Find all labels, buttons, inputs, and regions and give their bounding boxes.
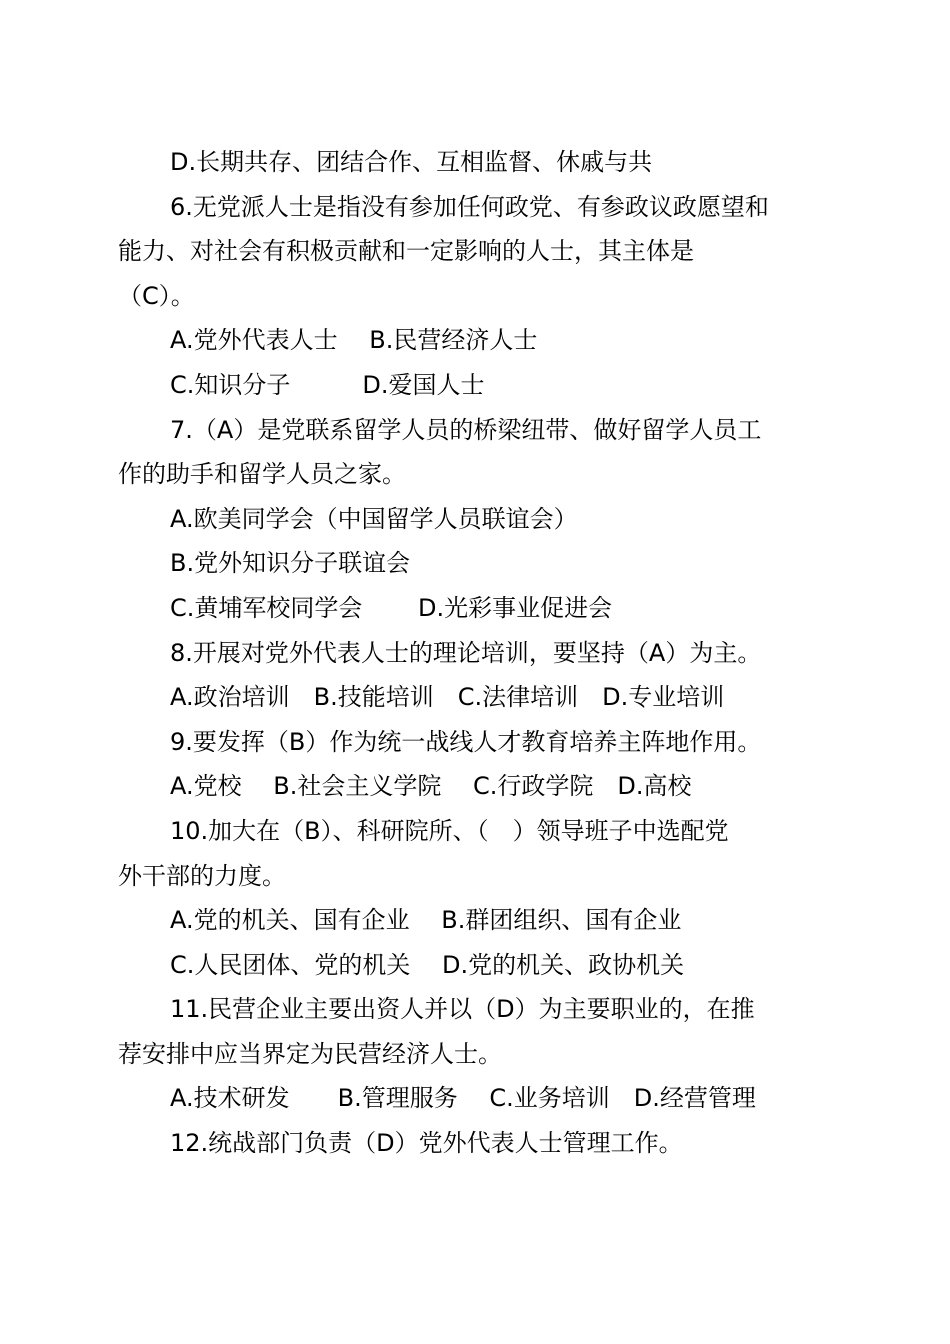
- options-q8: A.政治培训 B.技能培训 C.法律培训 D.专业培训: [170, 683, 725, 712]
- options-q6-ab: A.党外代表人士 B.民营经济人士: [170, 326, 538, 355]
- document-page: [118, 140, 830, 1166]
- options-q11: A.技术研发 B.管理服务 C.业务培训 D.经营管理: [170, 1084, 756, 1113]
- options-q6-cd: C.知识分子 D.爱国人士: [170, 370, 485, 399]
- question-6-line-2: 能力、对社会有积极贡献和一定影响的人士，其主体是: [118, 237, 694, 266]
- question-7-line-1: 7.（A）是党联系留学人员的桥梁纽带、做好留学人员工: [170, 415, 762, 444]
- question-11-line-1: 11.民营企业主要出资人并以（D）为主要职业的，在推: [170, 995, 755, 1024]
- option-q7-b: B.党外知识分子联谊会: [170, 549, 411, 578]
- options-q10-ab: A.党的机关、国有企业 B.群团组织、国有企业: [170, 906, 682, 935]
- question-8: 8.开展对党外代表人士的理论培训，要坚持（A）为主。: [170, 638, 762, 667]
- question-10-line-2: 外干部的力度。: [118, 861, 286, 890]
- option-q7-a: A.欧美同学会（中国留学人员联谊会）: [170, 504, 578, 533]
- question-7-line-2: 作的助手和留学人员之家。: [118, 460, 406, 489]
- options-q10-cd: C.人民团体、党的机关 D.党的机关、政协机关: [170, 950, 685, 979]
- question-11-line-2: 荐安排中应当界定为民营经济人士。: [118, 1039, 502, 1068]
- options-q7-cd: C.黄埔军校同学会 D.光彩事业促进会: [170, 593, 613, 622]
- options-q9: A.党校 B.社会主义学院 C.行政学院 D.高校: [170, 772, 692, 801]
- question-6-line-3: （C）。: [118, 281, 195, 310]
- question-6-line-1: 6.无党派人士是指没有参加任何政党、有参政议政愿望和: [170, 192, 769, 221]
- question-10-line-1: 10.加大在（B）、科研院所、（ ）领导班子中选配党: [170, 816, 729, 845]
- question-9: 9.要发挥（B）作为统一战线人才教育培养主阵地作用。: [170, 727, 762, 756]
- question-12: 12.统战部门负责（D）党外代表人士管理工作。: [170, 1129, 683, 1158]
- option-line-d-q5: D.长期共存、团结合作、互相监督、休戚与共: [170, 148, 653, 176]
